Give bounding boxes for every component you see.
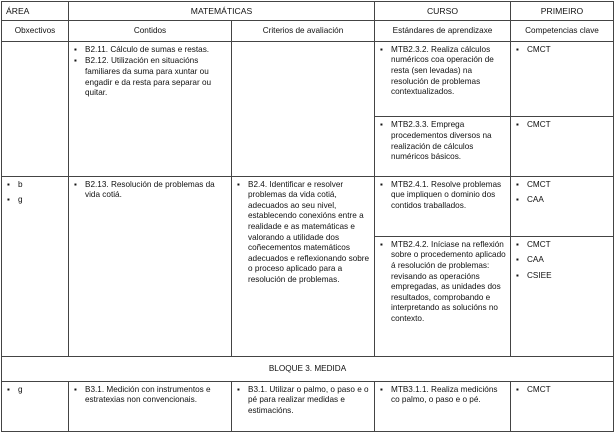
column-criteria: Criterios de avaliación [232, 21, 375, 41]
criteria-cell [232, 176, 375, 357]
competences-cell [511, 236, 614, 357]
block-row [2, 357, 614, 382]
list-item: ▪ B3.1. Medición con instrumentos e estratexias non convencionais. [73, 385, 227, 406]
list-item: ▪ MTB2.3.2. Realiza cálculos numéricos coa operación de resta (sen levadas) na resolución de problemas contextualizados. [379, 45, 506, 98]
list-item: ▪ CMCT [515, 240, 609, 251]
table-row [2, 41, 614, 117]
list-item: ▪ MTB2.4.2. Iníciase na reflexión sobre o procedemento aplicado á resolución de problemas: revisando as operacións empregadas, as unidades dos resultados, comprobando e interpretando as solucións no contexto. [379, 240, 506, 325]
objectives-cell [2, 381, 69, 431]
header-year: PRIMEIRO [511, 2, 614, 21]
list-item: ▪ MTB3.1.1. Realiza medicións co palmo, o paso e o pé. [379, 385, 506, 406]
list-item: ▪ CAA [515, 255, 609, 266]
list-item: ▪ CSIEE [515, 271, 609, 282]
contents-cell [69, 41, 232, 176]
table-row [2, 176, 614, 236]
header-row [2, 2, 614, 21]
standard-cell [375, 236, 511, 357]
list-item: ▪ B2.13. Resolución de problemas da vida cotiá. [73, 180, 227, 201]
contents-cell [69, 176, 232, 357]
list-item: ▪ B2.12. Utilización en situacións familiares da suma para xuntar ou engadir e da resta para separar ou quitar. [73, 56, 227, 98]
objectives-cell [2, 41, 69, 176]
header-area: ÁREA [2, 2, 69, 21]
competences-cell [511, 176, 614, 236]
curriculum-table [1, 1, 614, 432]
standard-cell [375, 176, 511, 236]
list-item: ▪ g [6, 385, 64, 396]
column-headers-row [2, 21, 614, 41]
list-item: ▪ b [6, 180, 64, 191]
list-item: ▪ B2.11. Cálculo de sumas e restas. [73, 45, 227, 56]
list-item: ▪ CMCT [515, 385, 609, 396]
standard-cell [375, 41, 511, 117]
criteria-cell [232, 381, 375, 431]
standard-cell [375, 117, 511, 176]
column-standards: Estándares de aprendizaxe [375, 21, 511, 41]
list-item: ▪ CMCT [515, 120, 609, 131]
competences-cell [511, 381, 614, 431]
list-item: ▪ B3.1. Utilizar o palmo, o paso e o pé para realizar medidas e estimacións. [236, 385, 370, 417]
standard-cell [375, 381, 511, 431]
criteria-cell [232, 41, 375, 176]
column-contents: Contidos [69, 21, 232, 41]
list-item: ▪ MTB2.4.1. Resolve problemas que impliquen o dominio dos contidos traballados. [379, 180, 506, 212]
table-row [2, 381, 614, 431]
header-subject: MATEMÁTICAS [69, 2, 375, 21]
block-title: BLOQUE 3. MEDIDA [2, 357, 614, 382]
list-item: ▪ CAA [515, 195, 609, 206]
column-objectives: Obxectivos [2, 21, 69, 41]
list-item: ▪ g [6, 195, 64, 206]
header-course: CURSO [375, 2, 511, 21]
list-item: ▪ CMCT [515, 45, 609, 56]
list-item: ▪ MTB2.3.3. Emprega procedementos diversos na realización de cálculos numéricos básicos. [379, 120, 506, 162]
competences-cell [511, 117, 614, 176]
list-item: ▪ B2.4. Identificar e resolver problemas da vida cotiá, adecuados ao seu nivel, establecendo conexións entre a realidade e as matemáticas e valorando a utilidade dos coñecementos matemáticos adecuados e reflexionando sobre o proceso aplicado para a resolución de problemas. [236, 180, 370, 286]
list-item: ▪ CMCT [515, 180, 609, 191]
column-competences: Competencias clave [511, 21, 614, 41]
objectives-cell [2, 176, 69, 357]
competences-cell [511, 41, 614, 117]
contents-cell [69, 381, 232, 431]
